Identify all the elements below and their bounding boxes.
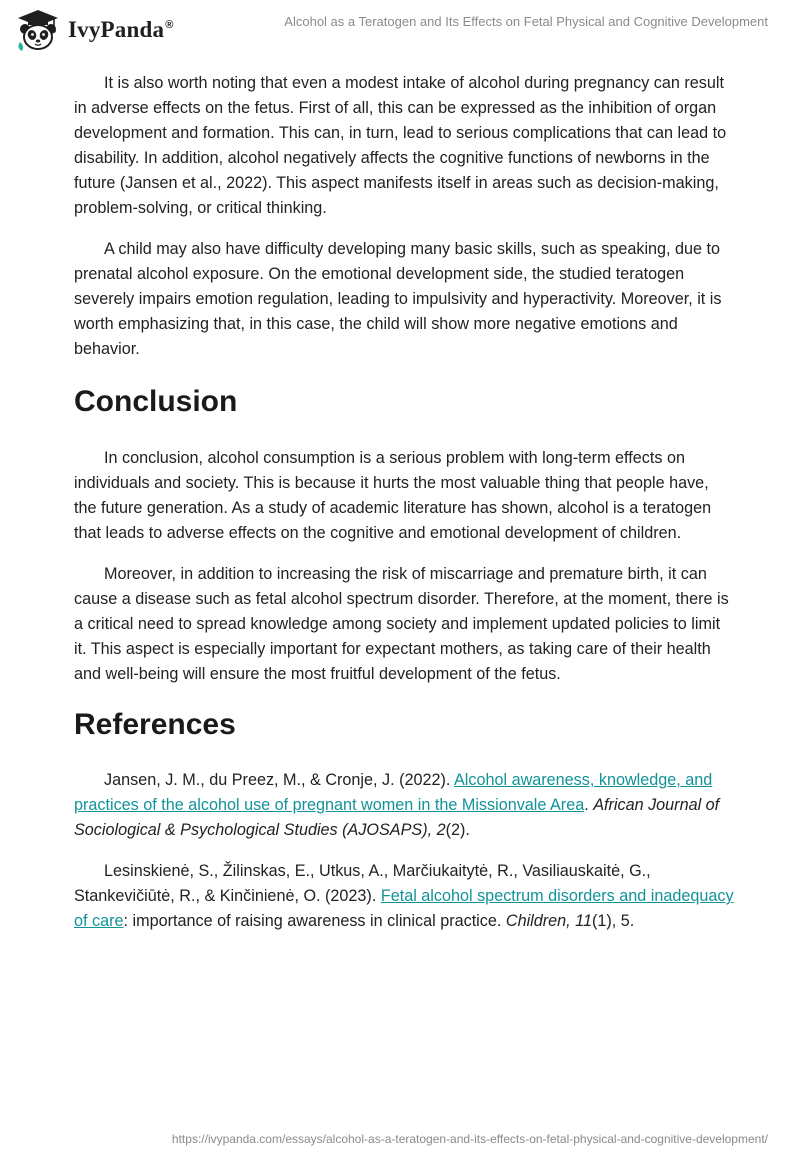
paragraph-organ-development: It is also worth noting that even a modest intake of alcohol during pregnancy can result in adverse effects on the fetus. First of all, this can be expressed as the inhibition of organ development and formation. This can, in turn, lead to serious complications that can lead to disability. In addition, alcohol negatively affects the cognitive functions of newborns in the future (Jansen et al., 2022). This aspect manifests itself in areas such as decision-making, problem-solving, or critical thinking. xyxy=(74,74,727,217)
reference-issue: (1), 5. xyxy=(591,912,635,930)
panda-graduate-icon xyxy=(14,8,62,52)
essay-content xyxy=(74,71,734,934)
reference-after-link: : importance of raising awareness in clinical practice. xyxy=(123,912,506,930)
conclusion-heading: Conclusion xyxy=(74,385,238,418)
registered-mark: ® xyxy=(165,19,174,32)
paragraph-conclusion-policies: Moreover, in addition to increasing the risk of miscarriage and premature birth, it can cause a disease such as fetal alcohol spectrum disorder. Therefore, at the moment, there is a critical need to spread knowledge among society and implement updated policies to limit it. This aspect is especially important for expectant mothers, as taking care of their health and well-being will ensure the most fruitful development of the fetus. xyxy=(74,565,729,683)
logo-text: IvyPanda® xyxy=(68,17,174,42)
reference-authors: Jansen, J. M., du Preez, M., & Cronje, J. (2022). xyxy=(104,771,454,789)
ivypanda-logo[interactable] xyxy=(14,8,174,52)
reference-issue: (2). xyxy=(445,821,470,839)
reference-journal: Children, 11 xyxy=(505,912,592,930)
references-heading: References xyxy=(74,708,236,741)
page-header xyxy=(0,0,800,60)
paragraph-basic-skills: A child may also have difficulty developing many basic skills, such as speaking, due to prenatal alcohol exposure. On the emotional development side, the studied teratogen severely impairs emotion regulation, leading to impulsivity and hyperactivity. Moreover, it is worth emphasizing that, in this case, the child will show more negative emotions and behavior. xyxy=(74,240,722,358)
reference-after-link: . xyxy=(584,796,594,814)
reference-journal: African Journal of Sociological & Psychological Studies (AJOSAPS), 2 xyxy=(74,796,720,839)
reference-entry xyxy=(74,768,734,843)
document-title: Alcohol as a Teratogen and Its Effects on Fetal Physical and Cognitive Development xyxy=(284,14,768,29)
reference-entry xyxy=(74,859,734,934)
footer-url[interactable]: https://ivypanda.com/essays/alcohol-as-a-teratogen-and-its-effects-on-fetal-physical-and-cognitive-development/ xyxy=(171,1132,768,1146)
reference-authors: Lesinskienė, S., Žilinskas, E., Utkus, A., Marčiukaitytė, R., Vasiliauskaitė, G., Stankevičiūtė, R., & Kinčinienė, O. (2023). xyxy=(74,862,651,905)
reference-link[interactable]: Alcohol awareness, knowledge, and practices of the alcohol use of pregnant women in the Missionvale Area xyxy=(74,771,713,814)
reference-link[interactable]: Fetal alcohol spectrum disorders and inadequacy of care xyxy=(74,887,734,930)
paragraph-conclusion: In conclusion, alcohol consumption is a serious problem with long-term effects on individuals and society. This is because it hurts the most valuable thing that people have, the future generation. As a study of academic literature has shown, alcohol is a teratogen that leads to adverse effects on the cognitive and emotional development of children. xyxy=(74,449,712,542)
